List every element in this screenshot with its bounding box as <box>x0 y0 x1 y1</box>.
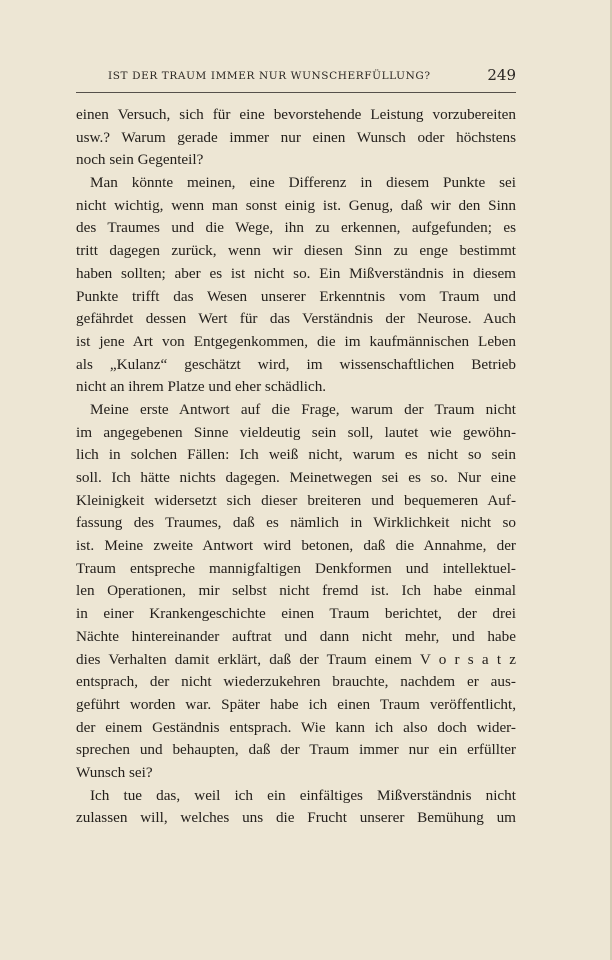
text-line: der einem Geständnis entsprach. Wie kann ich also doch wider- <box>76 718 516 736</box>
text-line: als „Kulanz“ geschätzt wird, im wissenschaftlichen Betrieb <box>76 355 516 373</box>
text-line: Nächte hintereinander auftrat und dann nicht mehr, und habe <box>76 627 516 645</box>
text-line: soll. Ich hätte nichts dagegen. Meinetwegen sei es so. Nur eine <box>76 469 516 486</box>
text-line: dies Verhalten damit erklärt, daß der Traum einem V o r s a t z <box>76 650 516 668</box>
page-number: 249 <box>487 66 516 84</box>
text-line: des Traumes und die Wege, ihn zu erkennen, aufgefunden; es <box>76 219 516 237</box>
running-title: IST DER TRAUM IMMER NUR WUNSCHERFÜLLUNG? <box>108 70 431 82</box>
text-line: Meine erste Antwort auf die Frage, warum der Traum nicht <box>90 400 516 418</box>
text-line: gefährdet dessen Wert für das Verständnis der Neurose. Auch <box>76 310 516 328</box>
header-rule <box>76 92 516 93</box>
text-line: Wunsch sei? <box>76 763 153 781</box>
text-line: sprechen und behaupten, daß der Traum immer nur ein erfüllter <box>76 741 516 759</box>
text-line: len Operationen, mir selbst nicht fremd ist. Ich habe einmal <box>76 582 516 600</box>
text-line: Traum entspreche mannigfaltigen Denkformen und intellektuel- <box>76 559 516 577</box>
paragraph <box>76 104 516 172</box>
text-line: usw.? Warum gerade immer nur einen Wunsch oder höchstens <box>76 128 516 146</box>
text-line: nicht wichtig, wenn man sonst einig ist. Genug, daß wir den Sinn <box>76 196 516 214</box>
text-line: Man könnte meinen, eine Differenz in diesem Punkte sei <box>90 174 516 192</box>
text-line: Ich tue das, weil ich ein einfältiges Mißverständnis nicht <box>90 786 516 804</box>
text-line: im angegebenen Sinne vieldeutig sein soll, lautet wie gewöhn- <box>76 423 516 441</box>
running-header <box>108 66 516 88</box>
text-line: tritt dagegen zurück, wenn wir diesen Sinn zu enge bestimmt <box>76 242 516 260</box>
text-line: geführt worden war. Später habe ich einen Traum veröffentlicht, <box>76 695 516 713</box>
text-line: entsprach, der nicht wiederzukehren brauchte, nachdem er aus- <box>76 673 516 691</box>
text-line: einen Versuch, sich für eine bevorstehende Leistung vorzubereiten <box>76 106 516 123</box>
paragraph <box>76 785 516 830</box>
paragraph <box>76 399 516 785</box>
text-line: nicht an ihrem Platze und eher schädlich. <box>76 378 327 396</box>
text-line: ist. Meine zweite Antwort wird betonen, daß die Annahme, der <box>76 537 516 555</box>
paragraph <box>76 172 516 399</box>
text-line: haben sollten; aber es ist nicht so. Ein Mißverständnis in diesem <box>76 264 516 282</box>
text-line: in einer Krankengeschichte einen Traum berichtet, der drei <box>76 605 516 623</box>
text-line: fassung des Traumes, daß es nämlich in Wirklichkeit nicht so <box>76 514 516 532</box>
text-line: zulassen will, welches uns die Frucht unserer Bemühung um <box>76 809 516 827</box>
body-text <box>76 104 516 830</box>
text-line: lich in solchen Fällen: Ich weiß nicht, warum es nicht so sein <box>76 446 516 464</box>
text-line: noch sein Gegenteil? <box>76 151 204 169</box>
text-line: Punkte trifft das Wesen unserer Erkenntnis vom Traum und <box>76 287 516 305</box>
text-line: Kleinigkeit widersetzt sich dieser breiteren und bequemeren Auf- <box>76 491 516 509</box>
text-line: ist jene Art von Entgegenkommen, die im kaufmännischen Leben <box>76 332 516 350</box>
